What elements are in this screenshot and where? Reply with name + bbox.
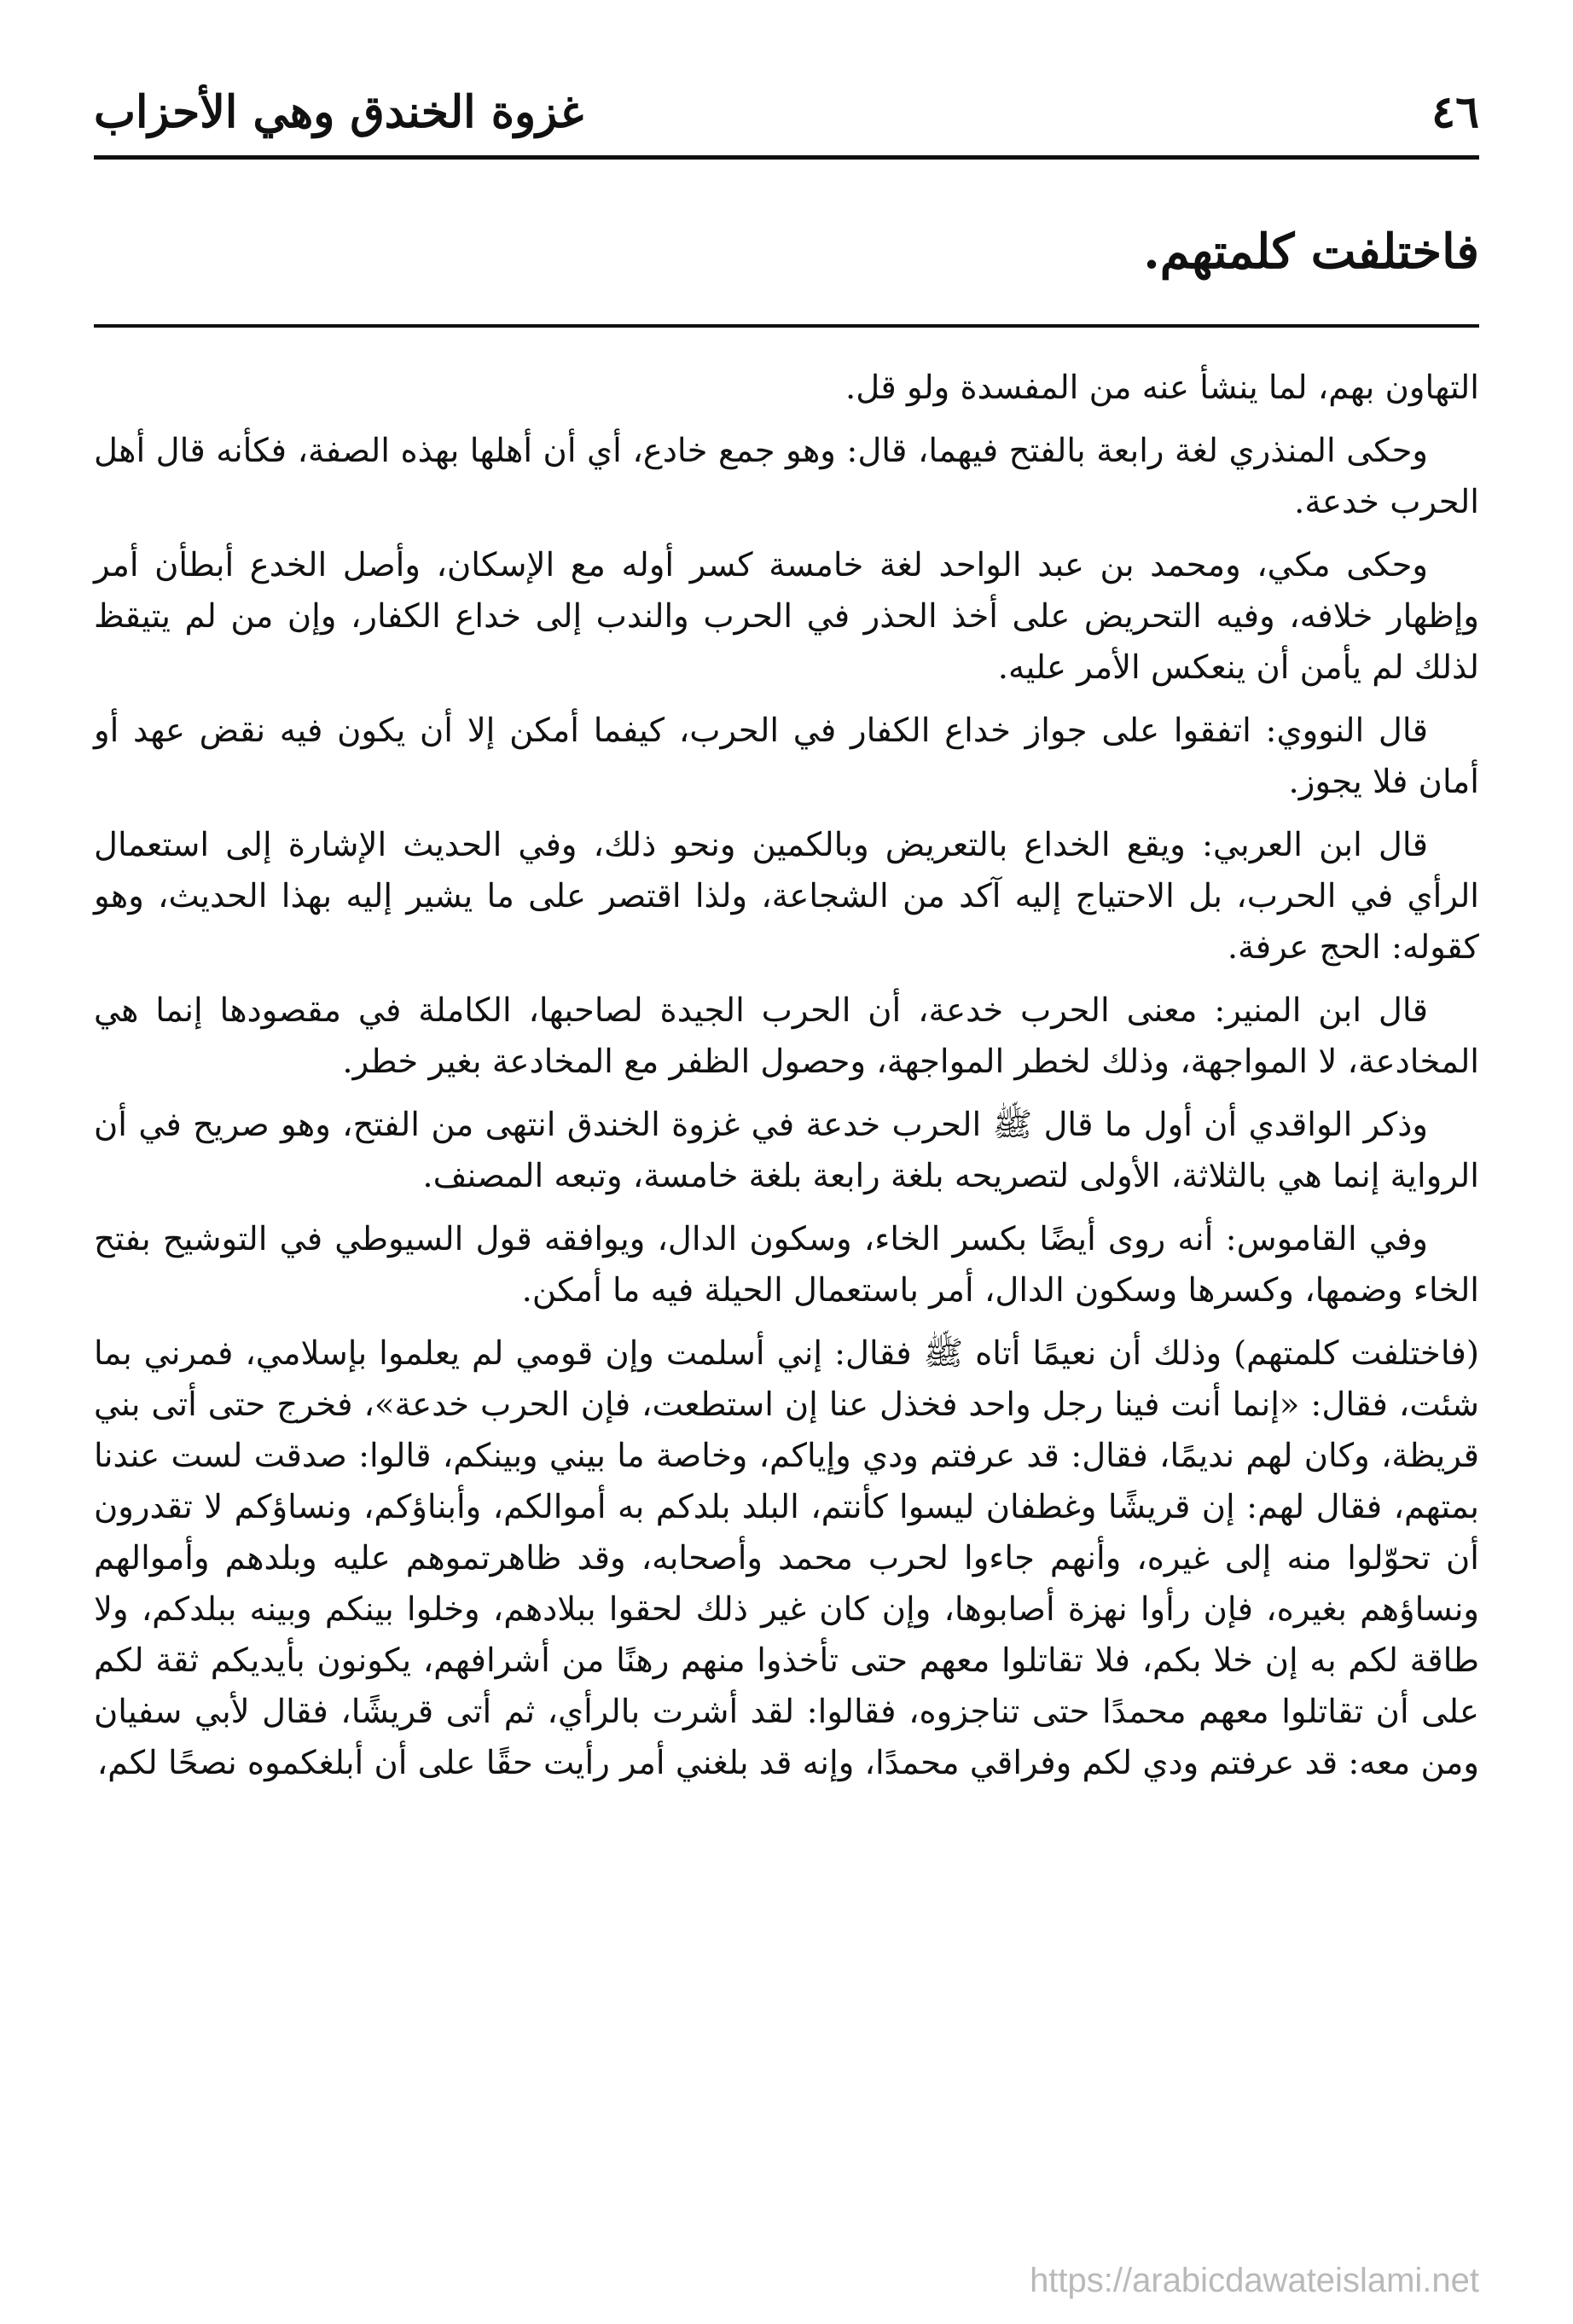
- commentary-paragraph: وحكى المنذري لغة رابعة بالفتح فيهما، قال: وهو جمع خادع، أي أن أهلها بهذه الصفة، فكأنه قال أهل الحرب خدعة.: [94, 432, 1479, 521]
- matn-text: فاختلفت كلمتهم.: [1143, 224, 1479, 280]
- commentary-paragraph: قال ابن العربي: ويقع الخداع بالتعريض وبالكمين ونحو ذلك، وفي الحديث الإشارة إلى استعمال الرأي في الحرب، بل الاحتياج إليه آكد من الشجاعة، ولذا اقتصر على ما يشير إليه بهذا الحديث، وهو كقوله: الحج عرفة.: [94, 826, 1479, 967]
- commentary-paragraph: وحكى مكي، ومحمد بن عبد الواحد لغة خامسة كسر أوله مع الإسكان، وأصل الخدع أبطأن أمر وإظهار خلافه، وفيه التحريض على أخذ الحذر في الحرب والندب إلى خداع الكفار، وإن من لم يتيقظ لذلك لم يأمن أن ينعكس الأمر عليه.: [94, 546, 1479, 687]
- page-number: ٤٦: [1431, 86, 1479, 138]
- separator-rule: [94, 324, 1479, 328]
- header-rule: [94, 155, 1479, 160]
- commentary: [94, 363, 1479, 1801]
- running-title: غزوة الخندق وهي الأحزاب: [94, 86, 583, 138]
- commentary-paragraph: قال ابن المنير: معنى الحرب خدعة، أن الحرب الجيدة لصاحبها، الكاملة في مقصودها إنما هي المخادعة، لا المواجهة، وذلك لخطر المواجهة، وحصول الظفر مع المخادعة بغير خطر.: [94, 991, 1479, 1081]
- watermark-url: https://arabicdawateislami.net: [1030, 2262, 1479, 2299]
- commentary-paragraph: (فاختلفت كلمتهم) وذلك أن نعيمًا أتاه ﷺ فقال: إني أسلمت وإن قومي لم يعلموا بإسلامي، فمرني بما شئت، فقال: «إنما أنت فينا رجل واحد فخذل عنا إن استطعت، فإن الحرب خدعة»، فخرج حتى أتى بني قريظة، وكان لهم نديمًا، فقال: قد عرفتم ودي وإياكم، وخاصة ما بيني وبينكم، قالوا: صدقت لست عندنا بمتهم، فقال لهم: إن قريشًا وغطفان ليسوا كأنتم، البلد بلدكم به أموالكم، وأبناؤكم، ونساؤكم لا تقدرون أن تحوّلوا منه إلى غيره، وأنهم جاءوا لحرب محمد وأصحابه، وقد ظاهرتموهم عليه وبلدهم وأموالهم ونساؤهم بغيره، فإن رأوا نهزة أصابوها، وإن كان غير ذلك لحقوا ببلادهم، وخلوا بينكم وبينه ببلدكم، ولا طاقة لكم به إن خلا بكم، فلا تقاتلوا معهم حتى تأخذوا منهم رهنًا من أشرافهم، يكونون بأيديكم ثقة لكم على أن تقاتلوا معهم محمدًا حتى تناجزوه، فقالوا: لقد أشرت بالرأي، ثم أتى قريشًا، فقال لأبي سفيان ومن معه: قد عرفتم ودي لكم وفراقي محمدًا، وإنه قد بلغني أمر رأيت حقًا على أن أبلغكموه نصحًا لكم،: [94, 1334, 1479, 1782]
- commentary-paragraph: وذكر الواقدي أن أول ما قال ﷺ الحرب خدعة في غزوة الخندق انتهى من الفتح، وهو صريح في أن الرواية إنما هي بالثلاثة، الأولى لتصريحه بلغة رابعة بلغة خامسة، وتبعه المصنف.: [94, 1106, 1479, 1195]
- commentary-paragraph: قال النووي: اتفقوا على جواز خداع الكفار في الحرب، كيفما أمكن إلا أن يكون فيه نقض عهد أو أمان فلا يجوز.: [94, 712, 1479, 801]
- commentary-paragraph: التهاون بهم، لما ينشأ عنه من المفسدة ولو قل.: [845, 369, 1479, 407]
- page-header: [94, 78, 1479, 147]
- commentary-paragraph: وفي القاموس: أنه روى أيضًا بكسر الخاء، وسكون الدال، ويوافقه قول السيوطي في التوشيح بفتح الخاء وضمها، وكسرها وسكون الدال، أمر باستعمال الحيلة فيه ما أمكن.: [94, 1220, 1479, 1310]
